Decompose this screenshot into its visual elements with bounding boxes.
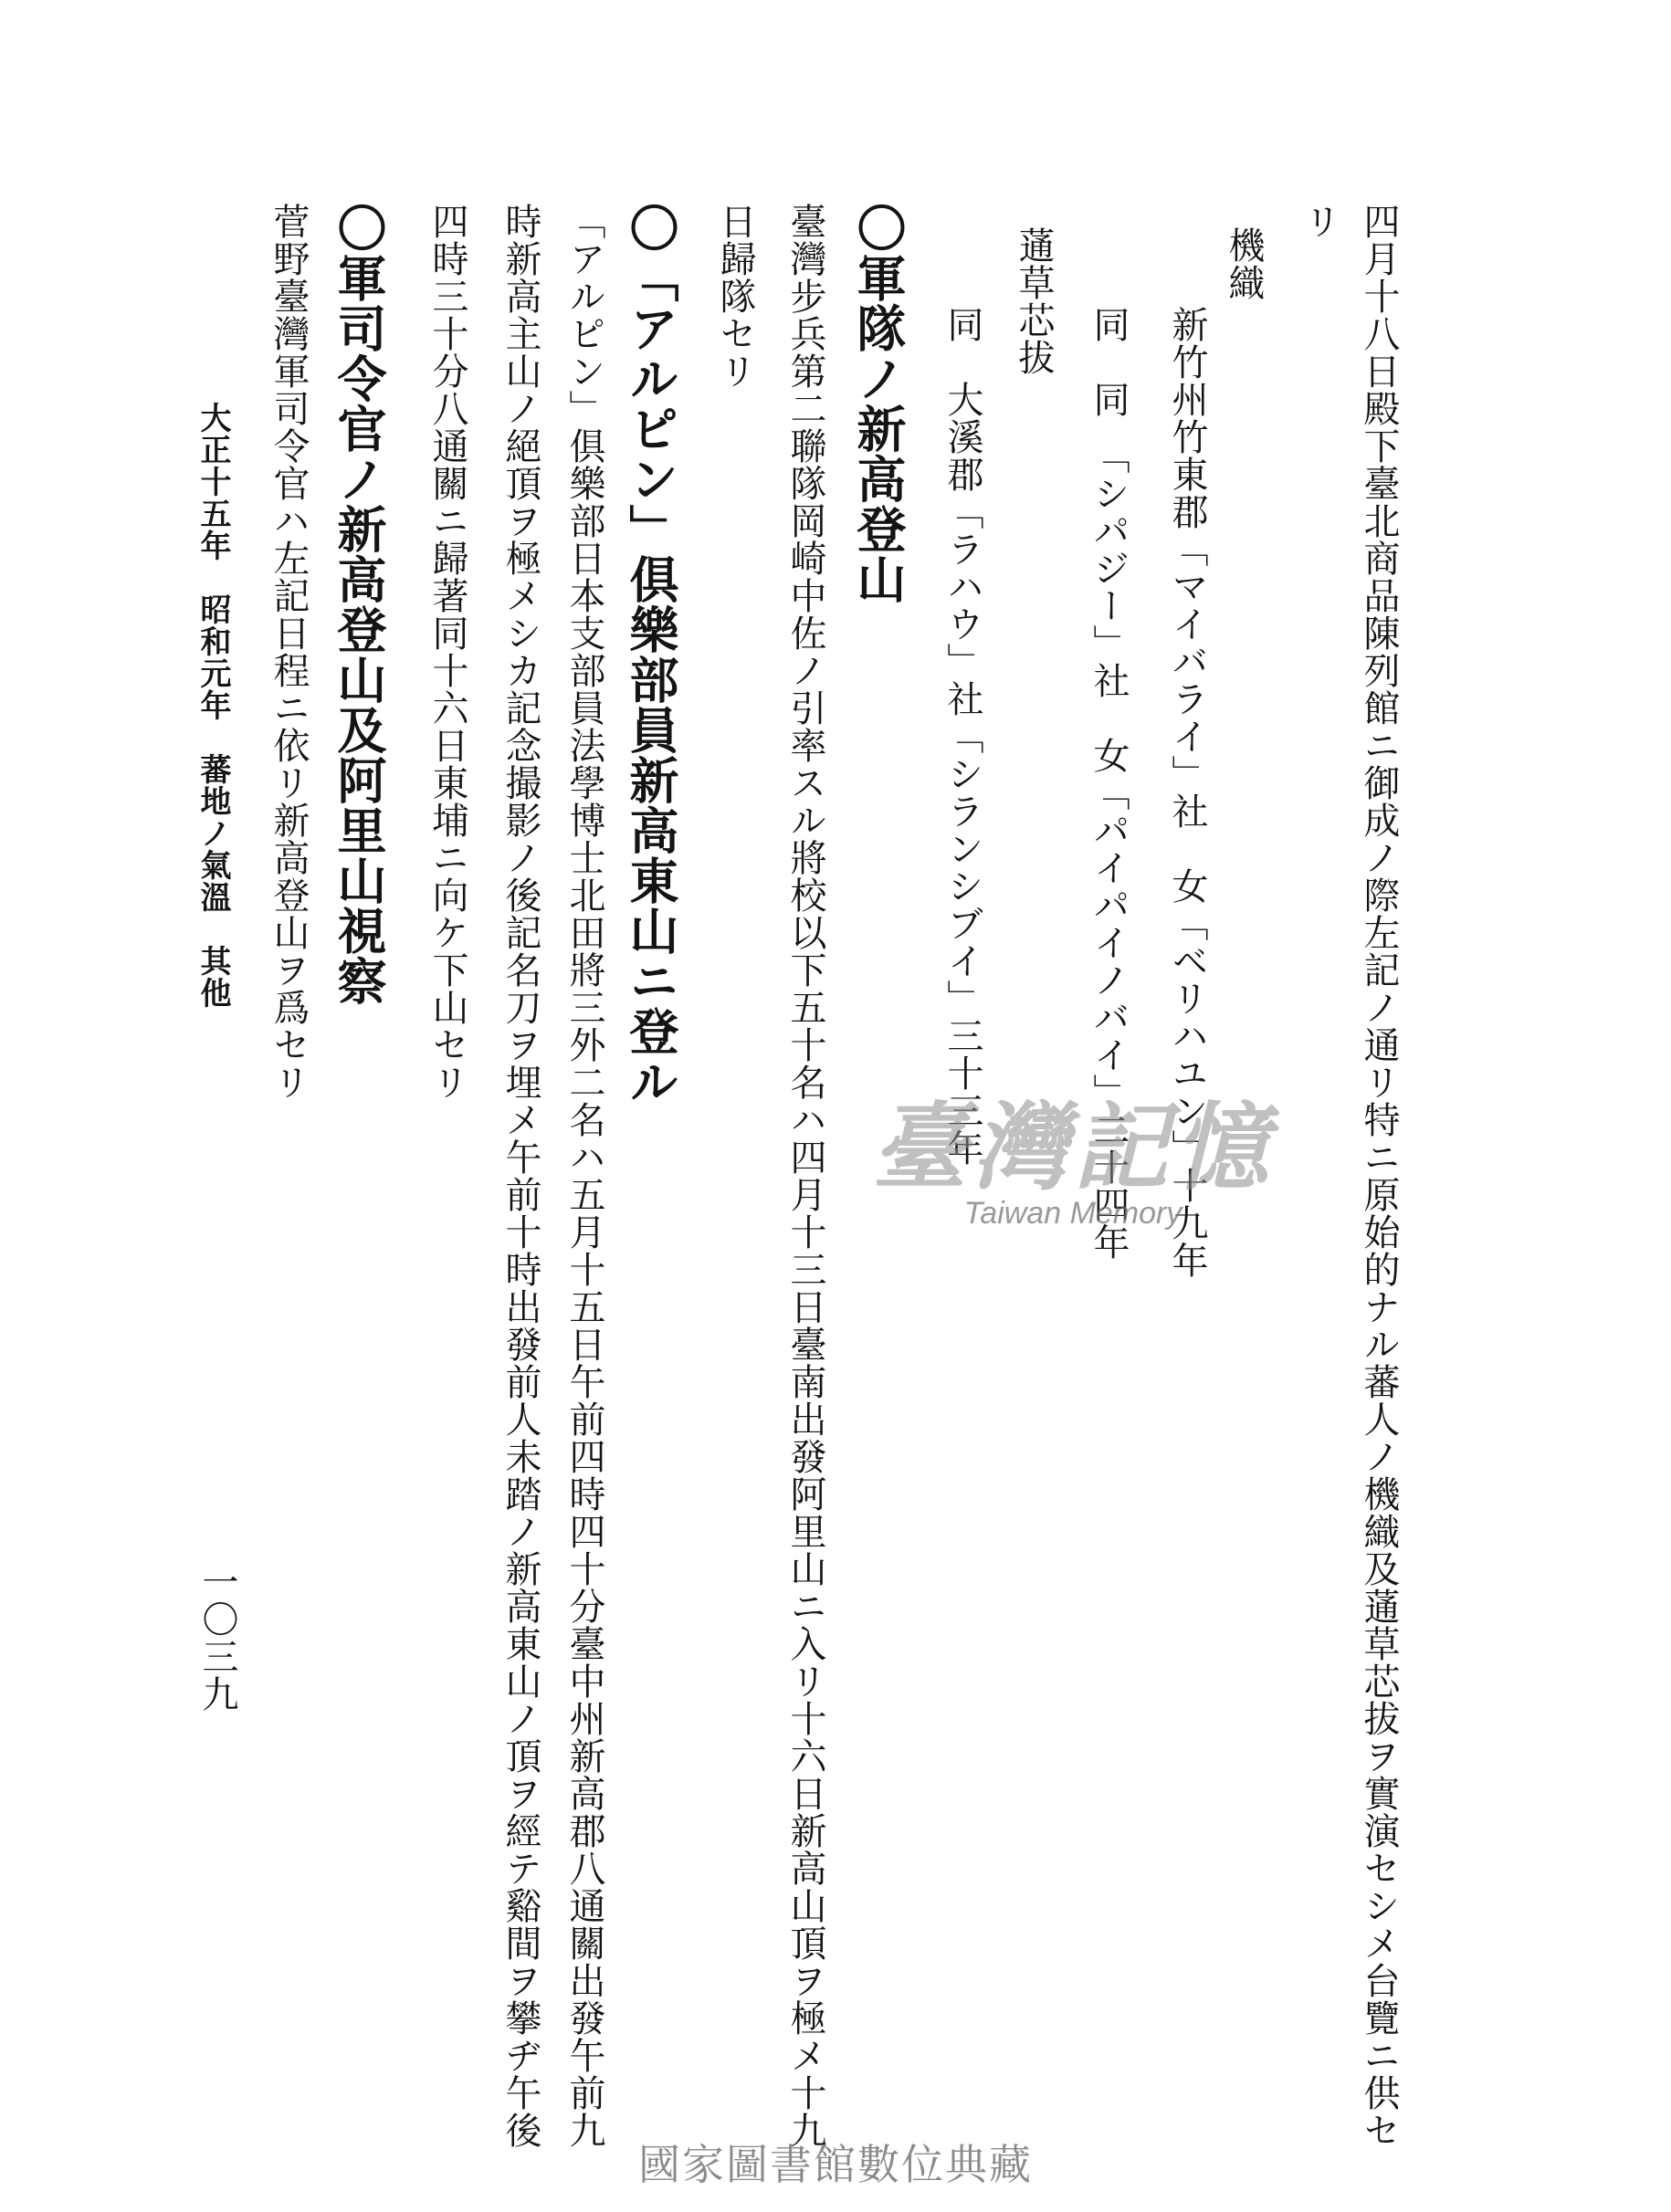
watermark bbox=[854, 1091, 1292, 1269]
text-column-4: 新竹州竹東郡「マイバライ」社 女「ベリハユン」十九年 bbox=[1166, 306, 1208, 1279]
text-column-11: 時新高主山ノ絕頂ヲ極メシカ記念撮影ノ後記名刀ヲ埋メ午前十時出發前人未踏ノ新高東山ノ頂ヲ經テ谿間ヲ攀ヂ午後 bbox=[499, 203, 541, 2149]
section-label-pith: 蓪草芯拔 bbox=[1013, 226, 1055, 376]
heading-commander-inspection: 〇軍司令官ノ新高登山及阿里山視察 bbox=[330, 203, 388, 1006]
heading-alpine-club: 〇「アルピン」俱樂部員新高東山ニ登ル bbox=[622, 203, 680, 1106]
section-label-weaving: 機織 bbox=[1223, 226, 1265, 301]
running-head: 大正十五年 昭和元年 蕃地ノ氣溫 其他 bbox=[194, 402, 231, 1009]
text-column-8: 臺灣步兵第二聯隊岡崎中佐ノ引率スル將校以下五十名ハ四月十三日臺南出發阿里山ニ入リ十六日新高山頂ヲ極メ十九 bbox=[784, 203, 826, 2149]
text-column-2: リ bbox=[1298, 203, 1340, 240]
text-column-10: 「アルピン」俱樂部日本支部員法學博士北田將三外二名ハ五月十五日午前四時四十分臺中州新高郡八通關出發午前九 bbox=[563, 203, 605, 2149]
text-column-13: 菅野臺灣軍司令官ハ左記日程ニ依リ新高登山ヲ爲セリ bbox=[268, 203, 310, 1101]
text-column-5: 同 同 「シパジー」社 女「パイパイノバイ」二十四年 bbox=[1088, 306, 1130, 1261]
text-column-9: 日歸隊セリ bbox=[714, 203, 756, 390]
text-column-1: 四月十八日殿下臺北商品陳列館ニ御成ノ際左記ノ通リ特ニ原始的ナル蕃人ノ機織及蓪草芯拔ヲ實演セシメ台覽ニ供セ bbox=[1358, 203, 1400, 2149]
watermark-subtitle: Taiwan Memory bbox=[963, 1196, 1182, 1232]
page-number: 一〇三九 bbox=[196, 1563, 238, 1713]
watermark-title: 臺灣記憶 bbox=[871, 1091, 1274, 1203]
text-column-12: 四時三十分八通關ニ歸著同十六日東埔ニ向ケ下山セリ bbox=[426, 203, 468, 1101]
library-credit: 國家圖書館數位典藏 bbox=[638, 2140, 1033, 2189]
text-column-7: 同 大溪郡「ラハウ」社「シランシブイ」三十三年 bbox=[941, 306, 983, 1167]
heading-army-climb: 〇軍隊ノ新高登山 bbox=[849, 203, 908, 604]
